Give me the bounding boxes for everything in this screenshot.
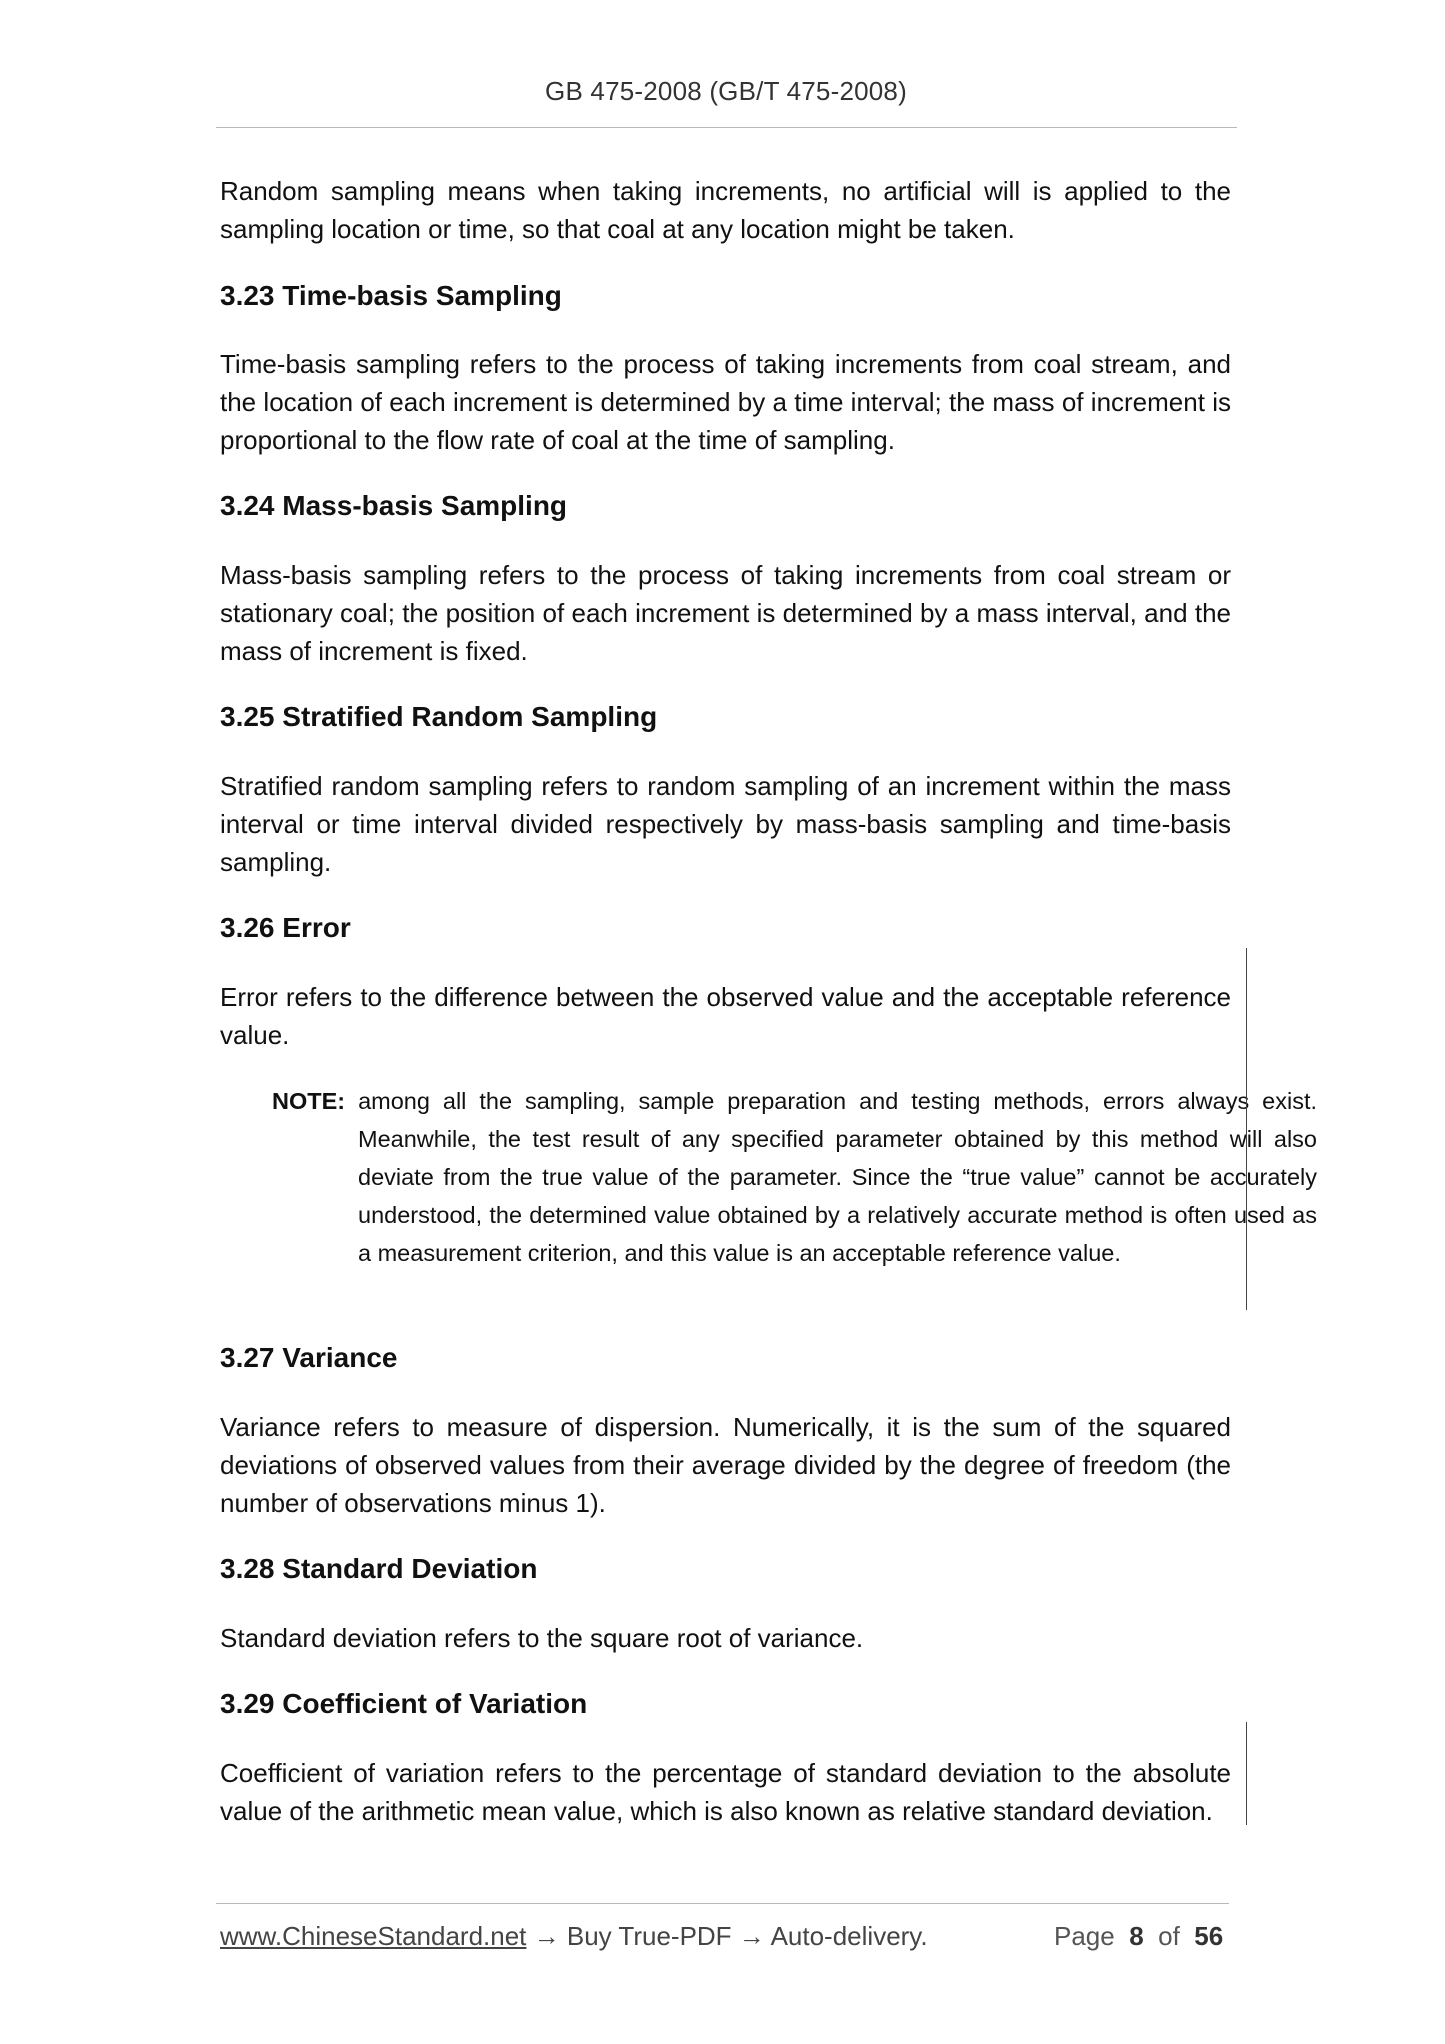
website-link[interactable]: www.ChineseStandard.net [220, 1921, 527, 1951]
paragraph-3-27: Variance refers to measure of dispersion. Numerically, it is the sum of the squared deviations of observed values from their average divided by the degree of freedom (the number of observations minus 1). [220, 1412, 1231, 1518]
heading-3-28: 3.28 Standard Deviation [220, 1553, 538, 1584]
note-text: among all the sampling, sample preparation and testing methods, errors always exist. Meanwhile, the test result of any specified parameter obtained by this method will also deviate from the true value of the parameter. Since the “true value” cannot be accurately understood, the determined value obtained by a relatively accurate method is often used as a measurement criterion, and this value is an acceptable reference value. [358, 1088, 1318, 1266]
header-divider [216, 127, 1237, 128]
heading-3-27: 3.27 Variance [220, 1342, 398, 1373]
footer-divider [216, 1903, 1229, 1904]
paragraph-3-24: Mass-basis sampling refers to the process of taking increments from coal stream or stationary coal; the position of each increment is determined by a mass interval, and the mass of increment is fixed. [220, 560, 1231, 666]
page-of: of [1158, 1921, 1180, 1951]
intro-paragraph: Random sampling means when taking increments, no artificial will is applied to the sampling location or time, so that coal at any location might be taken. [220, 176, 1231, 244]
footer-promo [220, 1921, 928, 1952]
paragraph-3-23: Time-basis sampling refers to the process of taking increments from coal stream, and the location of each increment is determined by a time interval; the mass of increment is proportional to the flow rate of coal at the time of sampling. [220, 349, 1231, 455]
heading-3-24: 3.24 Mass-basis Sampling [220, 490, 568, 521]
heading-3-26: 3.26 Error [220, 912, 351, 943]
paragraph-3-25: Stratified random sampling refers to random sampling of an increment within the mass interval or time interval divided respectively by mass-basis sampling and time-basis sampling. [220, 771, 1231, 877]
page-header: GB 475-2008 (GB/T 475-2008) [545, 76, 907, 106]
promo-text: → Buy True-PDF → Auto-delivery. [526, 1921, 928, 1951]
note-3-26 [272, 1082, 1317, 1272]
revision-bar [1246, 1722, 1247, 1825]
heading-3-29: 3.29 Coefficient of Variation [220, 1688, 588, 1719]
page-total: 56 [1194, 1921, 1224, 1951]
paragraph-3-28: Standard deviation refers to the square root of variance. [220, 1623, 864, 1653]
paragraph-3-26: Error refers to the difference between the observed value and the acceptable reference value. [220, 982, 1231, 1050]
page-current: 8 [1129, 1921, 1144, 1951]
heading-3-23: 3.23 Time-basis Sampling [220, 280, 562, 311]
note-label: NOTE: [272, 1088, 346, 1114]
revision-bar [1246, 948, 1247, 1310]
heading-3-25: 3.25 Stratified Random Sampling [220, 701, 658, 732]
paragraph-3-29: Coefficient of variation refers to the percentage of standard deviation to the absolute value of the arithmetic mean value, which is also known as relative standard deviation. [220, 1758, 1231, 1826]
page-label: Page [1054, 1921, 1115, 1951]
page-number [1054, 1921, 1223, 1952]
